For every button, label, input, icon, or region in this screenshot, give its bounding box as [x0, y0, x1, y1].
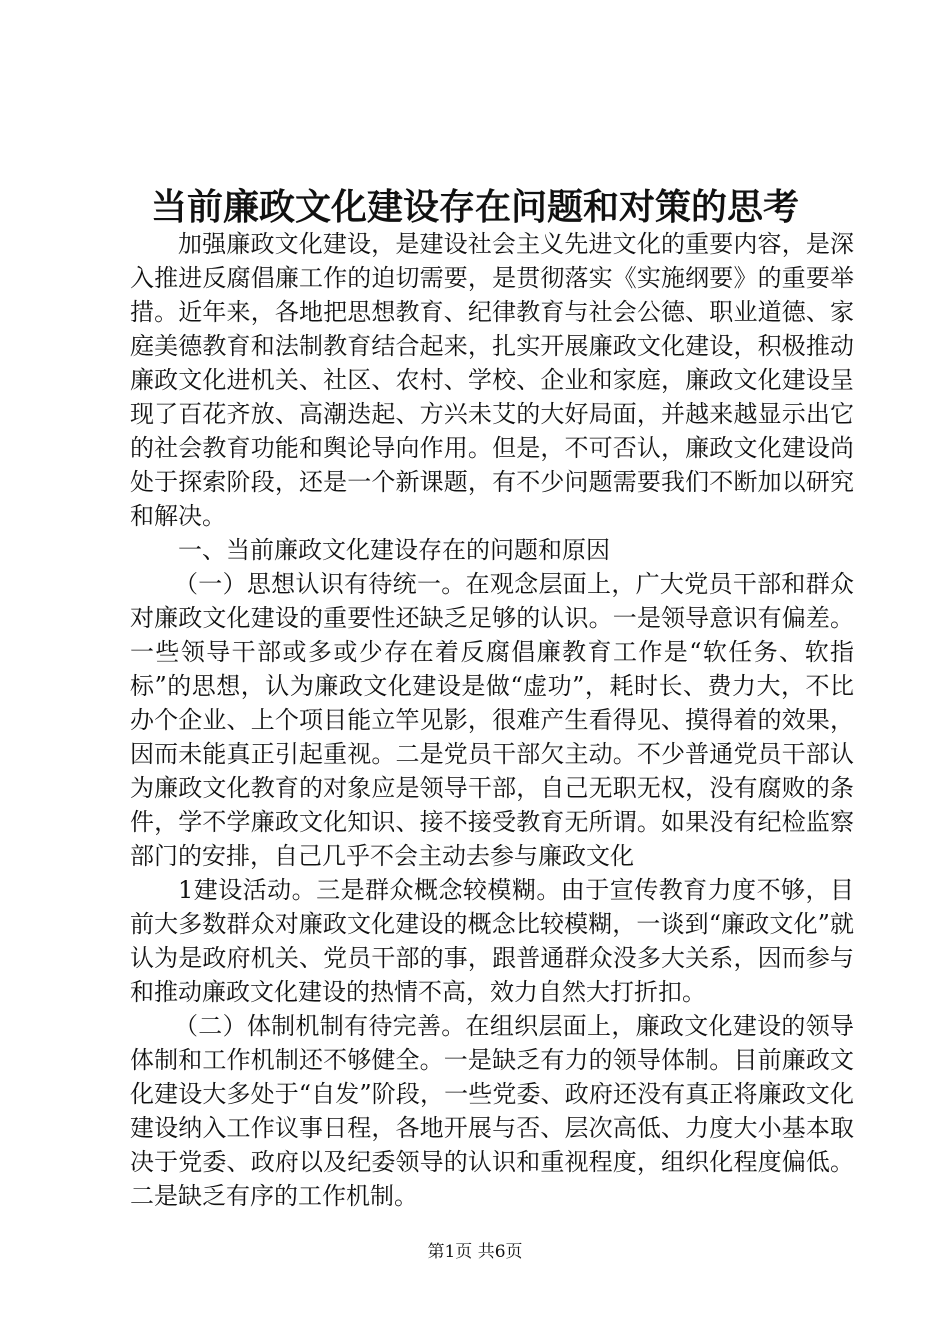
paragraph-intro: 加强廉政文化建设，是建设社会主义先进文化的重要内容，是深入推进反腐倡廉工作的迫切需要，是贯彻落实《实施纲要》的重要举措。近年来，各地把思想教育、纪律教育与社会公德、职业道德、家庭美德教育和法制教育结合起来，扎实开展廉政文化建设，积极推动廉政文化进机关、社区、农村、学校、企业和家庭，廉政文化建设呈现了百花齐放、高潮迭起、方兴未艾的大好局面，并越来越显示出它的社会教育功能和舆论导向作用。但是，不可否认，廉政文化建设尚处于探索阶段，还是一个新课题，有不少问题需要我们不断加以研究和解决。 [130, 230, 854, 530]
paragraph-subsection-1: （一）思想认识有待统一。在观念层面上，广大党员干部和群众对廉政文化建设的重要性还缺乏足够的认识。一是领导意识有偏差。一些领导干部或多或少存在着反腐倡廉教育工作是“软任务、软指标”的思想，认为廉政文化建设是做“虚功”，耗时长、费力大，不比办个企业、上个项目能立竿见影，很难产生看得见、摸得着的效果，因而未能真正引起重视。二是党员干部欠主动。不少普通党员干部认为廉政文化教育的对象应是领导干部，自己无职无权，没有腐败的条件，学不学廉政文化知识、接不接受教育无所谓。如果没有纪检监察部门的安排，自己几乎不会主动去参与廉政文化 [130, 570, 854, 870]
document-title: 当前廉政文化建设存在问题和对策的思考 [150, 186, 799, 228]
paragraph-continuation: 1建设活动。三是群众概念较模糊。由于宣传教育力度不够，目前大多数群众对廉政文化建设的概念比较模糊，一谈到“廉政文化”就认为是政府机关、党员干部的事，跟普通群众没多大关系，因而参与和推动廉政文化建设的热情不高，效力自然大打折扣。 [130, 876, 854, 1006]
page-number-footer: 第1页 共6页 [427, 1242, 523, 1262]
document-body [130, 227, 854, 1213]
section-heading-1: 一、当前廉政文化建设存在的问题和原因 [178, 536, 610, 564]
paragraph-subsection-2: （二）体制机制有待完善。在组织层面上，廉政文化建设的领导体制和工作机制还不够健全。一是缺乏有力的领导体制。目前廉政文化建设大多处于“自发”阶段，一些党委、政府还没有真正将廉政文化建设纳入工作议事日程，各地开展与否、层次高低、力度大小基本取决于党委、政府以及纪委领导的认识和重视程度，组织化程度偏低。二是缺乏有序的工作机制。 [130, 1012, 854, 1210]
